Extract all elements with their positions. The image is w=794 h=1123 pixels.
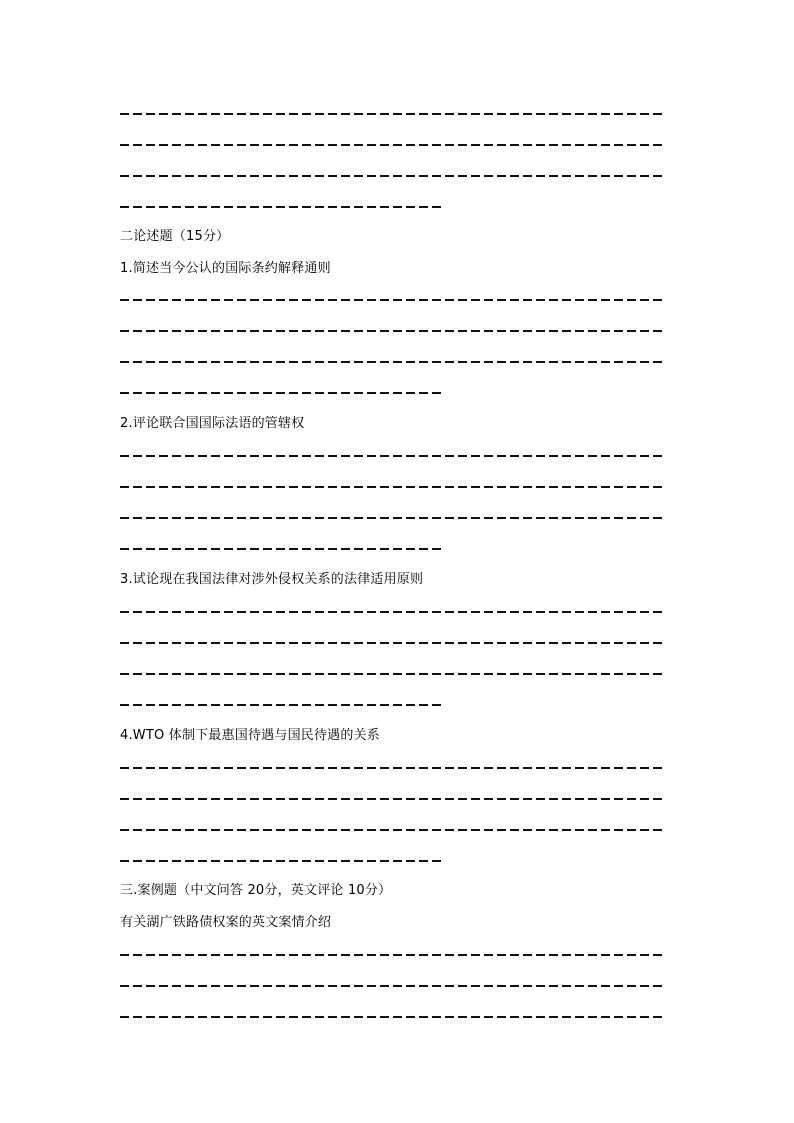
answer-line: [120, 673, 665, 675]
section-heading-case: 三.案例题（中文问答 20分，英文评论 10分）: [120, 883, 392, 898]
answer-line: [120, 361, 665, 363]
answer-line: [120, 517, 665, 519]
answer-line: [120, 767, 665, 769]
answer-line: [120, 113, 665, 115]
answer-line: [120, 330, 665, 332]
answer-line: [120, 299, 665, 301]
answer-line: [120, 954, 665, 956]
section-heading-essay: 二论述题（15分）: [120, 229, 230, 244]
answer-line: [120, 1016, 665, 1018]
answer-line: [120, 985, 665, 987]
answer-line: [120, 548, 441, 550]
answer-line: [120, 829, 665, 831]
answer-line: [120, 392, 441, 394]
question-2: 2.评论联合国国际法语的管辖权: [120, 416, 305, 431]
answer-line: [120, 798, 665, 800]
answer-line: [120, 144, 665, 146]
answer-line: [120, 860, 441, 862]
answer-line: [120, 455, 665, 457]
question-1: 1.简述当今公认的国际条约解释通则: [120, 261, 331, 276]
question-3: 3.试论现在我国法律对涉外侵权关系的法律适用原则: [120, 572, 424, 587]
answer-line: [120, 175, 665, 177]
answer-line: [120, 611, 665, 613]
answer-line: [120, 486, 665, 488]
answer-line: [120, 642, 665, 644]
case-intro: 有关湖广铁路债权案的英文案情介绍: [120, 915, 332, 930]
answer-line: [120, 206, 441, 208]
question-4: 4.WTO 体制下最惠国待遇与国民待遇的关系: [120, 728, 380, 743]
answer-line: [120, 704, 441, 706]
